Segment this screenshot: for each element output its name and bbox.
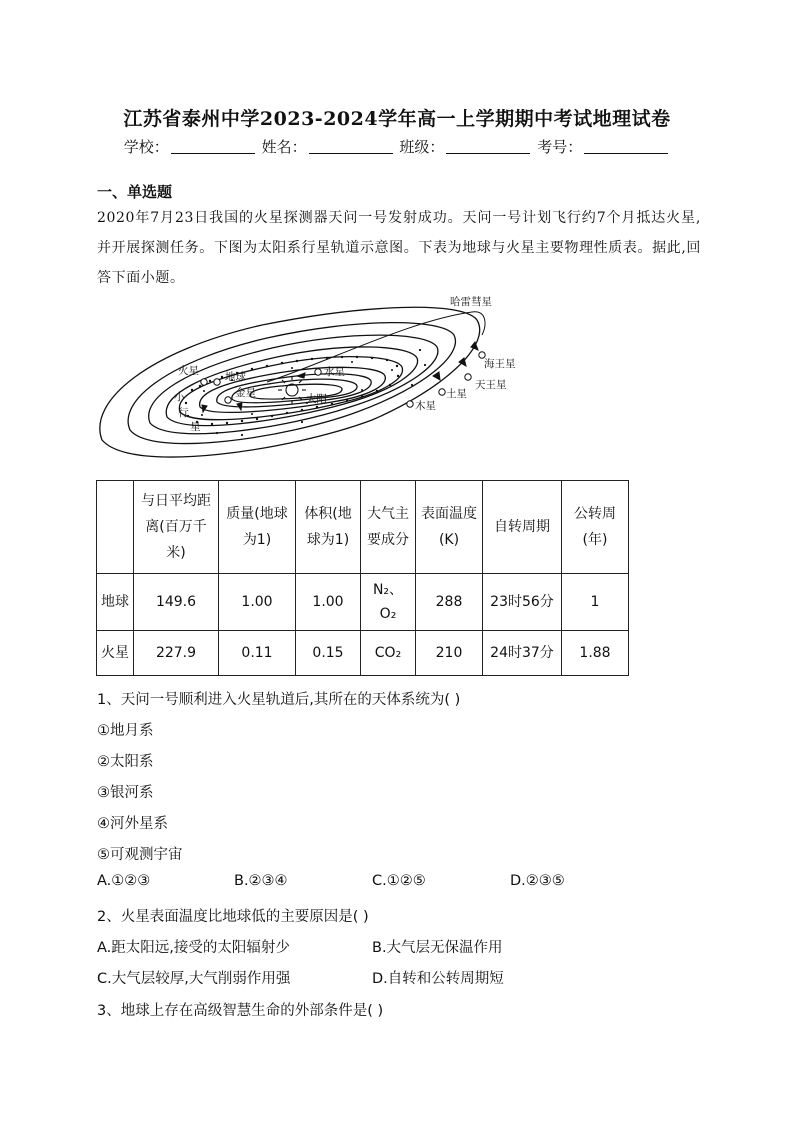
table-cell: 210 [416, 631, 483, 676]
earth-dot [214, 379, 220, 385]
table-row [97, 574, 629, 631]
question-1-option-b[interactable]: B.②③④ [234, 873, 288, 889]
mercury-label: 水星 [324, 366, 345, 378]
table-cell: 0.11 [219, 631, 296, 676]
saturn-dot [439, 389, 445, 395]
table-cell: 0.15 [296, 631, 361, 676]
sun-label: 太阳 [306, 393, 327, 405]
question-1-option-a[interactable]: A.①②③ [97, 873, 151, 889]
planet-property-table [96, 480, 629, 676]
table-header-row [97, 481, 629, 574]
class-label: 班级： [399, 138, 445, 156]
table-cell: 1 [562, 574, 629, 631]
table-header-cell: 公转周(年) [562, 481, 629, 574]
mars-label: 火星 [178, 365, 199, 377]
question-3-stem: 3、地球上存在高级智慧生命的外部条件是( ) [97, 1003, 384, 1019]
class-blank[interactable] [446, 139, 530, 154]
table-cell: 24时37分 [483, 631, 562, 676]
mars-dot [201, 379, 207, 385]
table-header-cell: 表面温度(K) [416, 481, 483, 574]
earth-label: 地球 [225, 371, 246, 383]
school-label: 学校： [123, 138, 169, 156]
halley-label: 哈雷彗星 [450, 296, 492, 308]
question-2-stem: 2、火星表面温度比地球低的主要原因是( ) [97, 909, 369, 925]
question-2-option-b[interactable]: B.大气层无保温作用 [372, 940, 503, 956]
saturn-label: 土星 [446, 388, 467, 400]
table-cell: 1.00 [219, 574, 296, 631]
exam-title: 江苏省泰州中学2023-2024学年高一上学期期中考试地理试卷 [123, 108, 671, 130]
table-header-cell: 体积(地球为1) [296, 481, 361, 574]
table-cell: N₂、O₂ [361, 574, 416, 631]
question-1-stem: 1、天问一号顺利进入火星轨道后,其所在的天体系统为( ) [97, 692, 461, 708]
table-header-cell: 自转周期 [483, 481, 562, 574]
section-heading: 一、单选题 [97, 183, 173, 201]
question-1-item: ④河外星系 [97, 816, 168, 832]
table-header-cell: 与日平均距离(百万千米) [134, 481, 219, 574]
table-cell: 149.6 [134, 574, 219, 631]
question-intro: 2020年7月23日我国的火星探测器天问一号发射成功。天问一号计划飞行约7个月抵达火星,并开展探测任务。下图为太阳系行星轨道示意图。下表为地球与火星主要物理性质表。据此,回答下面小题。 [97, 210, 701, 286]
table-header-cell: 质量(地球为1) [219, 481, 296, 574]
table-cell: 23时56分 [483, 574, 562, 631]
table-cell: 288 [416, 574, 483, 631]
table-cell: 1.00 [296, 574, 361, 631]
question-2-option-a[interactable]: A.距太阳远,接受的太阳辐射少 [97, 940, 290, 956]
asteroid-label-3: 星 [190, 421, 201, 433]
table-cell: CO₂ [361, 631, 416, 676]
uranus-label: 天王星 [475, 379, 507, 391]
question-2-option-c[interactable]: C.大气层较厚,大气削弱作用强 [97, 971, 291, 987]
name-blank[interactable] [309, 139, 393, 154]
table-row [97, 631, 629, 676]
uranus-dot [465, 374, 471, 380]
venus-label: 金星 [235, 387, 256, 399]
table-header-cell: 大气主要成分 [361, 481, 416, 574]
question-1-item: ⑤可观测宇宙 [97, 847, 183, 863]
table-cell: 1.88 [562, 631, 629, 676]
question-1-item: ②太阳系 [97, 754, 154, 770]
school-blank[interactable] [171, 139, 255, 154]
table-header-cell [97, 481, 134, 574]
asteroid-label-1: 小 [174, 391, 185, 403]
question-1-item: ③银河系 [97, 785, 154, 801]
question-2-option-d[interactable]: D.自转和公转周期短 [372, 971, 504, 987]
question-1-item: ①地月系 [97, 723, 154, 739]
jupiter-dot [407, 401, 413, 407]
exam-number-label: 考号： [537, 138, 583, 156]
question-1-option-c[interactable]: C.①②⑤ [372, 873, 426, 889]
asteroid-label-2: 行 [178, 407, 189, 419]
name-label: 姓名： [261, 138, 307, 156]
table-cell: 地球 [97, 574, 134, 631]
table-cell: 火星 [97, 631, 134, 676]
neptune-label: 海王星 [484, 358, 516, 370]
exam-number-blank[interactable] [584, 139, 668, 154]
mercury-dot [315, 369, 321, 375]
solar-system-diagram [92, 290, 522, 465]
table-cell: 227.9 [134, 631, 219, 676]
question-1-option-d[interactable]: D.②③⑤ [510, 873, 565, 889]
jupiter-label: 木星 [415, 400, 436, 412]
student-info-line [0, 136, 794, 157]
venus-dot [225, 397, 231, 403]
